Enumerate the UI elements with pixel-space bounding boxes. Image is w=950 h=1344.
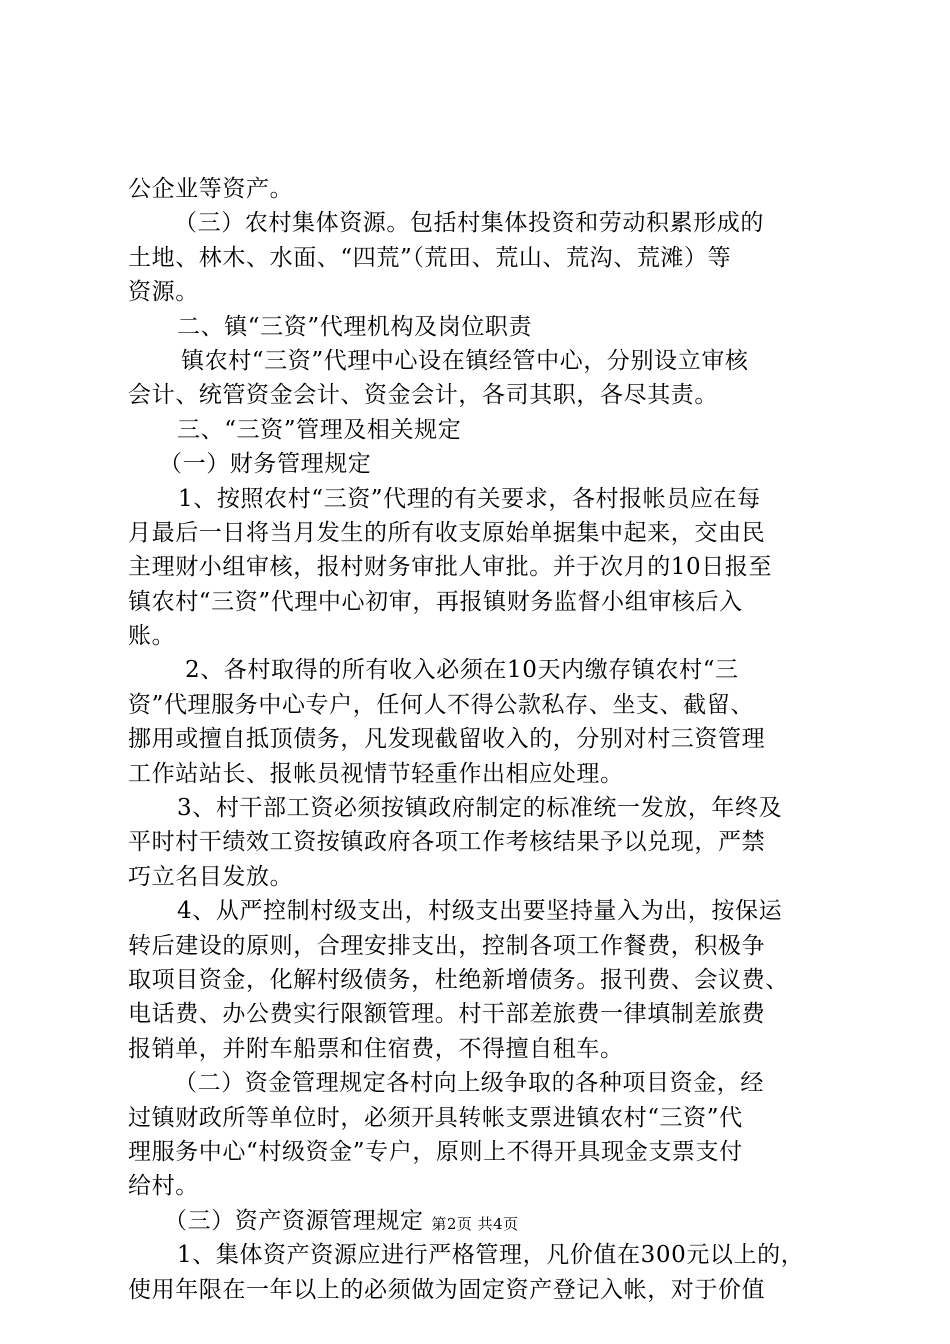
document-body (128, 172, 834, 1307)
text-line: 挪用或擅自抵顶债务，凡发现截留收入的，分别对村三资管理 (128, 726, 766, 753)
text-line: （三）资产资源管理规定 (164, 1207, 424, 1234)
text-line: 给村。 (128, 1173, 199, 1200)
text-line: 公企业等资产。 (128, 176, 294, 202)
text-line: 3、村干部工资必须按镇政府制定的标准统一发放，年终及 (177, 795, 783, 822)
text-line: 土地、林木、水面、“四荒”（荒田、荒山、荒沟、荒滩）等 (128, 244, 732, 271)
text-line: 报销单，并附车船票和住宿费，不得擅自租车。 (128, 1035, 624, 1062)
text-line: 2、各村取得的所有收入必须在10天内缴存镇农村“三 (185, 657, 739, 684)
text-line: 资”代理服务中心专户，任何人不得公款私存、坐支、截留、 (128, 691, 754, 718)
text-line: 镇农村“三资”代理中心设在镇经管中心，分别设立审核 (181, 347, 749, 374)
text-line: 理服务中心“村级资金”专户，原则上不得开具现金支票支付 (128, 1138, 743, 1165)
text-line: 4、从严控制村级支出，村级支出要坚持量入为出，按保运 (177, 898, 783, 925)
text-line: 会计、统管资金会计、资金会计，各司其职，各尽其责。 (128, 382, 718, 409)
text-line: 镇农村“三资”代理中心初审，再报镇财务监督小组审核后入 (128, 588, 743, 615)
text-line: 巧立名目发放。 (128, 863, 294, 890)
text-line: 1、按照农村“三资”代理的有关要求，各村报帐员应在每 (178, 485, 761, 512)
text-line: 1、集体资产资源应进行严格管理，凡价值在300元以上的， (177, 1242, 805, 1269)
text-line: 转后建设的原则，合理安排支出，控制各项工作餐费，积极争 (128, 932, 766, 959)
text-line: （一）财务管理规定 (159, 451, 372, 478)
text-line: （二）资金管理规定各村向上级争取的各种项目资金，经 (174, 1070, 764, 1097)
text-line: 二、镇“三资”代理机构及岗位职责 (177, 313, 533, 340)
text-line: 平时村干绩效工资按镇政府各项工作考核结果予以兑现，严禁 (128, 829, 766, 856)
text-line: （三）农村集体资源。包括村集体投资和劳动积累形成的 (174, 210, 764, 237)
text-line: 电话费、办公费实行限额管理。村干部差旅费一律填制差旅费 (128, 1001, 766, 1028)
text-line: 工作站站长、报帐员视情节轻重作出相应处理。 (128, 760, 624, 787)
text-line: 月最后一日将当月发生的所有收支原始单据集中起来，交由民 (128, 519, 766, 546)
text-line: 三、“三资”管理及相关规定 (177, 416, 462, 443)
text-line: 资源。 (128, 279, 199, 306)
page-footer: 第2页 共4页 (431, 1215, 519, 1233)
text-line: 取项目资金，化解村级债务，杜绝新增债务。报刊费、会议费、 (128, 966, 789, 993)
text-line: 主理财小组审核，报村财务审批人审批。并于次月的10日报至 (128, 554, 773, 581)
text-line: 账。 (128, 623, 176, 650)
text-line: 使用年限在一年以上的必须做为固定资产登记入帐，对于价值 (128, 1276, 766, 1303)
text-line: 过镇财政所等单位时，必须开具转帐支票进镇农村“三资”代 (128, 1104, 743, 1131)
